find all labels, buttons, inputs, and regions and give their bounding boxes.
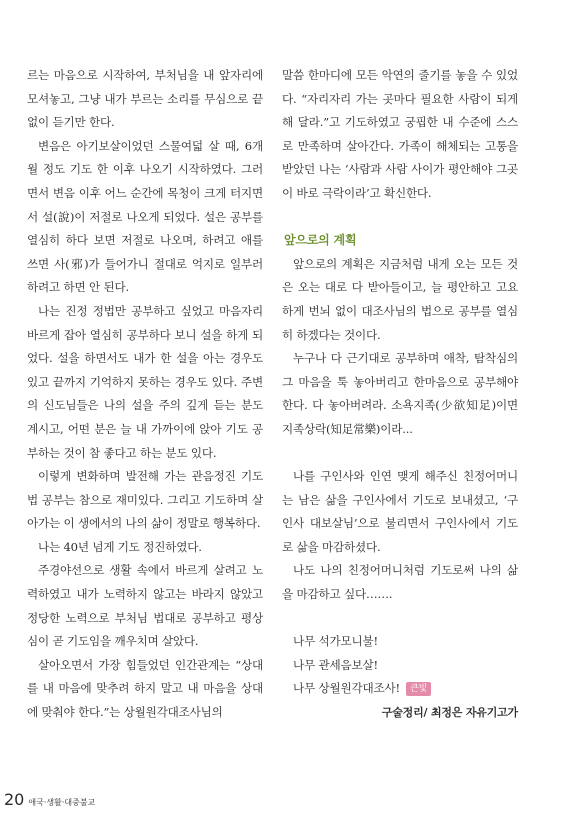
paragraph-daily-life: 주경야선으로 생활 속에서 바르게 살려고 노력하였고 내가 노력하지 않고는 바라지 않았고 정당한 노력으로 부처님 법대로 공부하고 평상심이 곧 기도임을 깨우치며 살았다. xyxy=(27,563,263,649)
paragraph-mother: 나를 구인사와 인연 맺게 해주신 친정어머니는 남은 삶을 구인사에서 기도로 보내셨고, ‘구인사 대보살님’으로 불리면서 구인사에서 기도로 삶을 마감하셨다. xyxy=(282,469,518,554)
chant-line: 나무 석가모니불! xyxy=(293,634,378,649)
paragraph-continuation: 말씀 한마디에 모든 악연의 줄기를 놓을 수 있었다. “자리자리 가는 곳마다 필요한 사람이 되게 해 달라.”고 기도하였고 궁핍한 내 수준에 스스로 만족하며 살아간다. 가족이 해체되는 고통을 받았던 나는 ‘사람과 사람 사이가 평안해야 그곳이 바로 극락이라’고 확신한다. xyxy=(282,68,518,200)
end-mark-badge: 큰빛 xyxy=(406,682,431,696)
paragraph-byeoneum: 변음은 아기보살이었던 스물여덟 살 때, 6개월 정도 기도 한 이후 나오기 시작하였다. 그러면서 변음 이후 어느 순간에 목청이 크게 터지면서 설(說)이 저절로 나오게 되었다. 설은 공부를 열심히 하다 보면 저절로 나오며, 하려고 애를 쓰면 사(邪)가 들어가니 절대로 억지로 일부러 하려고 하면 안 된다. xyxy=(27,138,263,295)
publication-name: 애국·생활·대중불교 xyxy=(28,798,96,807)
paragraph-forty-years: 나는 40년 넘게 기도 정진하였다. xyxy=(38,539,202,554)
paragraph-gwaneum-practice: 이렇게 변화하며 발전해 가는 관음정진 기도법 공부는 참으로 재미있다. 그리고 기도하며 살아가는 이 생에서의 나의 삶이 정말로 행복하다. xyxy=(27,469,263,531)
byline: 구술정리/ 최정은 자유기고가 xyxy=(381,706,518,720)
paragraph-letting-go: 누구나 다 근기대로 공부하며 애착, 탐착심의 그 마음을 툭 놓아버리고 한마음으로 공부해야 한다. 다 놓아버려라. 소욕지족(少欲知足)이면 지족상락(知足常樂)이라... xyxy=(282,351,518,436)
paragraph-relationships: 살아오면서 가장 힘들었던 인간관계는 “상대를 내 마음에 맞추려 하지 말고 내 마음을 상대에 맞춰야 한다.”는 상월원각대조사님의 xyxy=(27,657,263,720)
chant-line-last xyxy=(282,677,518,701)
paragraph-continued: 르는 마음으로 시작하여, 부처님을 내 앞자리에 모셔놓고, 그냥 내가 부르는 소리를 무심으로 끝없이 듣기만 한다. xyxy=(27,68,263,130)
page-footer xyxy=(4,790,95,809)
right-column xyxy=(282,64,518,725)
paragraph-wish: 나도 나의 친정어머니처럼 기도로써 나의 삶을 마감하고 싶다……. xyxy=(282,563,518,602)
section-heading: 앞으로의 계획 xyxy=(284,233,357,248)
paragraph-seol: 나는 진정 정법만 공부하고 싶었고 마음자리 바르게 잡아 열심히 공부하다 보니 설을 하게 되었다. 설을 하면서도 내가 한 설을 아는 경우도 있고 끝까지 기억하지 못하는 경우도 있다. 주변의 신도님들은 나의 설을 주의 깊게 듣는 분도 계시고, 어떤 분은 늘 내 가까이에 앉아 기도 공부하는 것이 참 좋다고 하는 분도 있다. xyxy=(27,303,263,460)
left-column xyxy=(27,64,263,725)
paragraph-plan: 앞으로의 계획은 지금처럼 내게 오는 모든 것은 오는 대로 다 받아들이고, 늘 평안하고 고요하게 번뇌 없이 대조사님의 법으로 공부를 열심히 하겠다는 것이다. xyxy=(282,256,518,342)
page-number: 20 xyxy=(4,790,25,809)
chant-line: 나무 관세음보살! xyxy=(293,657,378,672)
chant-text: 나무 상월원각대조사! xyxy=(293,681,400,696)
